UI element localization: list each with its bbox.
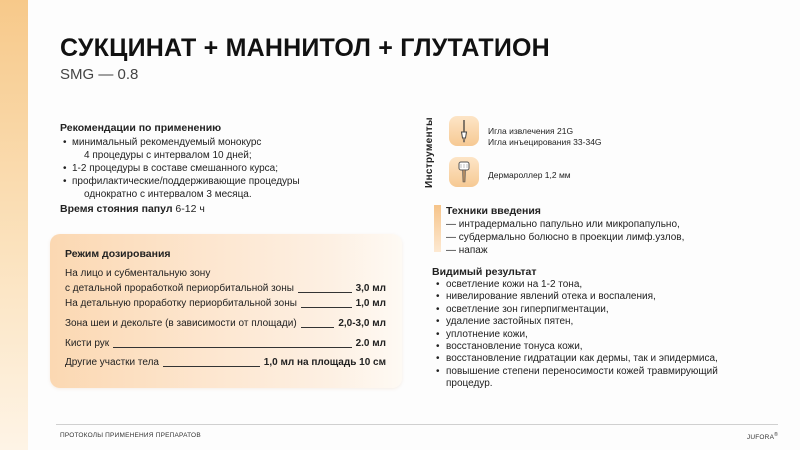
result-list (432, 279, 772, 391)
dosing-leader-line (301, 327, 335, 328)
needle-injection: Игла инъецирования 33-34G (488, 137, 602, 147)
brand-logo (747, 432, 778, 441)
dosing-heading: Режим дозирования (65, 248, 171, 260)
dosing-row (65, 298, 386, 310)
dosing-row-label: Кисти рук (65, 338, 110, 349)
list-item-text: однократно с интервалом 3 месяца. (84, 189, 252, 200)
dosing-row (65, 338, 386, 350)
dosing-row-label: Другие участки тела (65, 357, 159, 368)
list-item: • восстановление гидратации как дермы, так и эпидермиса, (432, 353, 772, 365)
needle-extraction: Игла извлечения 21G (488, 126, 574, 136)
dermaroller-info: Дермароллер 1,2 мм (488, 170, 571, 180)
dosing-row-label: На детальную проработку периорбитальной зоны (65, 298, 297, 309)
recommendations-heading: Рекомендации по применению (60, 122, 222, 134)
list-item (60, 162, 390, 175)
dosing-row-label: На лицо и субментальную зону (65, 268, 211, 279)
list-item-text: 1-2 процедуры в составе смешанного курса; (72, 163, 278, 174)
papule-label: Время стояния папул (60, 203, 173, 215)
list-item-continuation (60, 149, 390, 162)
list-item (60, 136, 390, 149)
recommendations-list (60, 136, 390, 201)
list-item: • повышение степени переносимости кожей травмирующий (432, 366, 772, 378)
dosing-row-value: 2.0 мл (355, 338, 386, 349)
needle-info (488, 126, 602, 148)
list-item: • осветление зон гиперпигментации, (432, 304, 772, 316)
footer-divider (56, 424, 778, 425)
list-item-text: 4 процедуры с интервалом 10 дней; (84, 150, 252, 161)
list-item-continuation (60, 188, 390, 201)
instruments-heading: Инструменты (424, 117, 435, 188)
dosing-row (65, 268, 386, 295)
page-subtitle: SMG — 0.8 (60, 66, 139, 83)
list-item: • осветление кожи на 1-2 тона, (432, 279, 772, 291)
dosing-row-label: Зона шеи и декольте (в зависимости от площади) (65, 318, 297, 329)
brand-mark: ® (774, 432, 778, 438)
needle-icon (449, 116, 479, 146)
techniques-accent-bar (434, 205, 441, 252)
techniques-section (446, 205, 684, 257)
dosing-row (65, 318, 386, 330)
dosing-row-label: с детальной проработкой периорбитальной зоны (65, 283, 294, 294)
result-section (432, 266, 772, 391)
technique-item: — интрадермально папульно или микропапульно, (446, 219, 680, 230)
result-heading: Видимый результат (432, 266, 537, 278)
page-title: СУКЦИНАТ + МАННИТОЛ + ГЛУТАТИОН (60, 34, 550, 62)
dosing-row-value: 2,0-3,0 мл (338, 318, 386, 329)
list-item: • уплотнение кожи, (432, 329, 772, 341)
dermaroller-icon (449, 157, 479, 187)
dosing-leader-line (113, 347, 351, 348)
technique-item: — субдермально болюсно в проекции лимф.узлов, (446, 232, 685, 243)
techniques-heading: Техники введения (446, 205, 541, 217)
list-item (60, 175, 390, 188)
dosing-leader-line (301, 307, 352, 308)
dosing-row-value: 1,0 мл (355, 298, 386, 309)
brand-name: JUFORA (746, 434, 775, 442)
list-item: • удаление застойных пятен, (432, 316, 772, 328)
list-item: • нивелирование явлений отека и воспаления, (432, 291, 772, 303)
dosing-leader-line (163, 366, 260, 367)
dosing-row-value: 1,0 мл на площадь 10 см (263, 357, 386, 368)
list-item-continuation: процедур. (446, 378, 493, 390)
dosing-row-value: 3,0 мл (355, 283, 386, 294)
list-item-text: профилактические/поддерживающие процедуры (72, 176, 300, 187)
dosing-leader-line (298, 292, 352, 293)
list-item: • восстановление тонуса кожи, (432, 341, 772, 353)
technique-item: — напаж (446, 245, 488, 256)
recommendations-section (60, 122, 390, 201)
list-item-text: минимальный рекомендуемый монокурс (72, 137, 262, 148)
decorative-side-strip (0, 0, 28, 450)
dosing-panel (50, 234, 402, 388)
dosing-row (65, 357, 386, 369)
papule-value: 6-12 ч (175, 203, 205, 215)
footer-caption: ПРОТОКОЛЫ ПРИМЕНЕНИЯ ПРЕПАРАТОВ (60, 432, 201, 439)
papule-duration (60, 203, 205, 215)
